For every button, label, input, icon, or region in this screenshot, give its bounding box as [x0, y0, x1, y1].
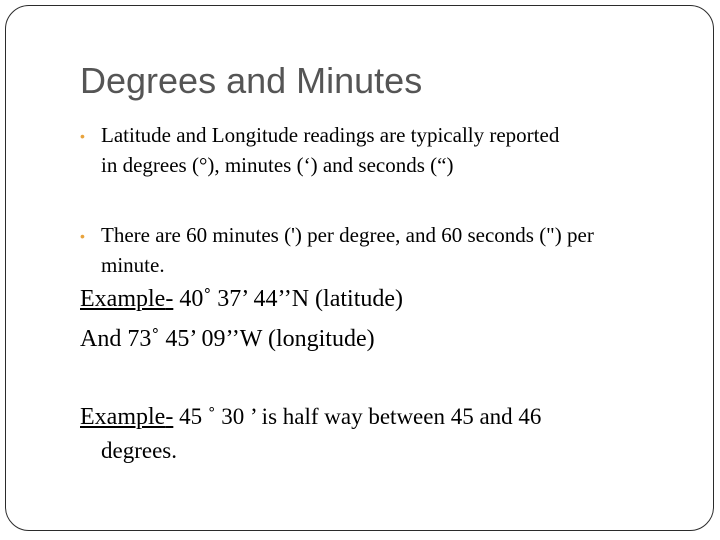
example-line	[80, 404, 541, 431]
bullet-line: There are 60 minutes (') per degree, and 60 seconds (") per	[101, 223, 594, 247]
example-text: 40˚ 37’ 44’’N (latitude)	[173, 286, 404, 312]
bullet-line: Latitude and Longitude readings are typically reported	[101, 123, 560, 147]
example-continuation: degrees.	[101, 438, 177, 463]
bullet-line: minute.	[101, 253, 165, 277]
bullet-marker-icon: •	[80, 228, 85, 244]
example-line: And 73˚ 45’ 09’’W (longitude)	[80, 326, 375, 352]
example-line	[80, 286, 403, 313]
slide-title: Degrees and Minutes	[80, 60, 423, 101]
example-text: 45 ˚ 30 ’ is half way between 45 and 46	[173, 404, 542, 429]
example-label: Example-	[80, 404, 174, 430]
bullet-line: in degrees (°), minutes (‘) and seconds (“)	[101, 153, 454, 177]
example-label: Example-	[80, 286, 174, 312]
bullet-marker-icon: •	[80, 128, 85, 144]
